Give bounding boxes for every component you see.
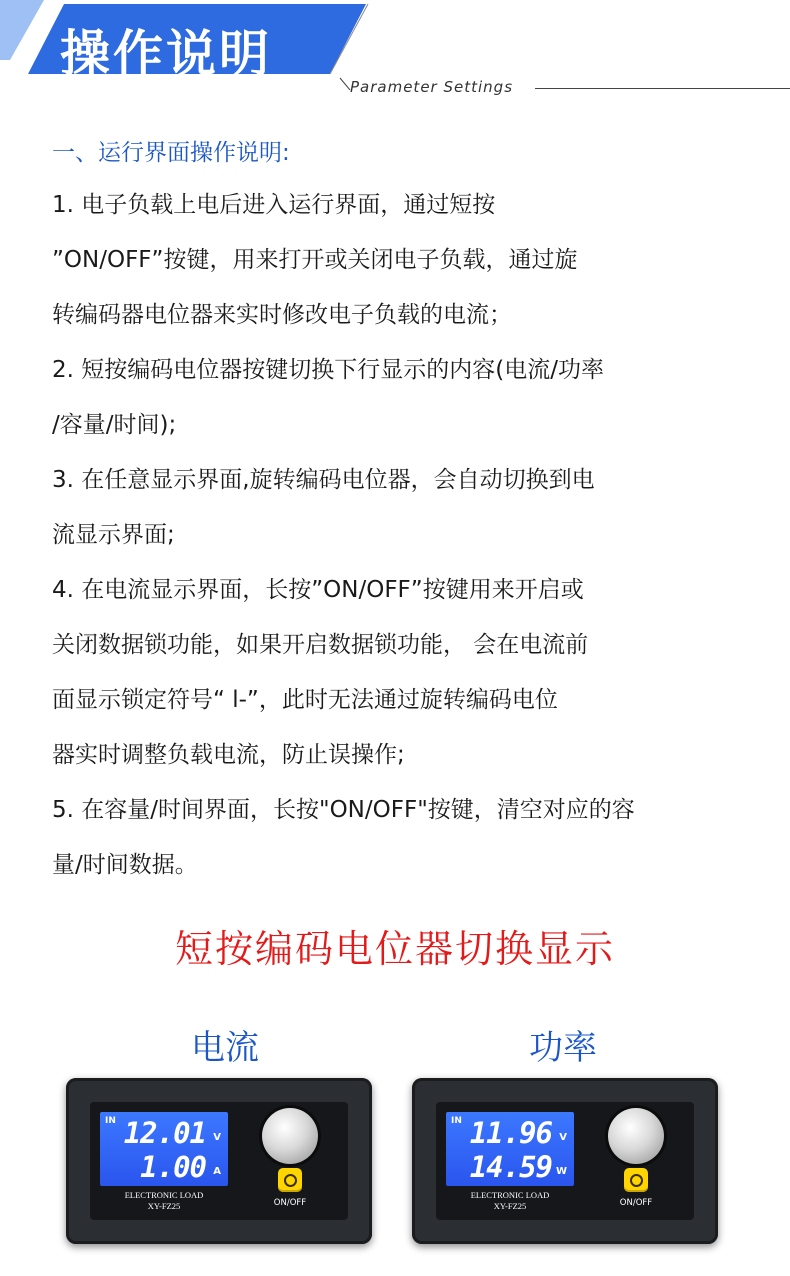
device-faceplate: [436, 1102, 694, 1220]
device-model-label: [446, 1190, 574, 1212]
lcd-voltage-unit: V: [213, 1132, 221, 1143]
lcd-display: [446, 1112, 574, 1186]
lcd-in-indicator: IN: [105, 1116, 116, 1126]
lcd-voltage-unit: V: [559, 1132, 567, 1143]
instruction-line: 器实时调整负载电流，防止误操作;: [52, 742, 405, 768]
device-model-label: [100, 1190, 228, 1212]
encoder-knob[interactable]: [262, 1108, 318, 1164]
instruction-line: 3. 在任意显示界面,旋转编码电位器，会自动切换到电: [52, 467, 595, 493]
instruction-line: 流显示界面;: [52, 522, 175, 548]
instruction-line: 量/时间数据。: [52, 852, 198, 878]
lcd-current-unit: A: [213, 1166, 221, 1177]
device-power: [412, 1078, 718, 1244]
lcd-power-unit: W: [555, 1166, 567, 1177]
instruction-line: 5. 在容量/时间界面，长按"ON/OFF"按键，清空对应的容: [52, 797, 635, 823]
instruction-line: 1. 电子负载上电后进入运行界面，通过短按: [52, 192, 496, 218]
lcd-voltage: 11.96: [469, 1116, 552, 1150]
instruction-line: /容量/时间);: [52, 412, 177, 438]
power-button-label: ON/OFF: [273, 1198, 307, 1208]
power-button[interactable]: [624, 1168, 648, 1192]
subtitle-divider: [535, 88, 790, 89]
device-model: XY-FZ25: [147, 1201, 181, 1211]
lcd-display: [100, 1112, 228, 1186]
switch-display-title: 短按编码电位器切换显示: [174, 927, 615, 971]
lcd-power: 14.59: [469, 1150, 552, 1184]
device-type: ELECTRONIC LOAD: [124, 1190, 204, 1200]
device-model: XY-FZ25: [493, 1201, 527, 1211]
power-button-label: ON/OFF: [619, 1198, 653, 1208]
instruction-line: 面显示锁定符号“ l-”，此时无法通过旋转编码电位: [52, 687, 558, 713]
current-mode-label: 电流: [191, 1028, 259, 1068]
instruction-line: ”ON/OFF”按键，用来打开或关闭电子负载，通过旋: [52, 247, 578, 273]
encoder-knob[interactable]: [608, 1108, 664, 1164]
power-button[interactable]: [278, 1168, 302, 1192]
instruction-line: 关闭数据锁功能，如果开启数据锁功能， 会在电流前: [52, 632, 589, 658]
lcd-current: 1.00: [140, 1150, 206, 1184]
section-title: 一、运行界面操作说明:: [52, 140, 290, 166]
instructions: [52, 128, 762, 893]
power-mode-label: 功率: [529, 1028, 597, 1068]
instruction-line: 2. 短按编码电位器按键切换下行显示的内容(电流/功率: [52, 357, 604, 383]
device-type: ELECTRONIC LOAD: [470, 1190, 550, 1200]
lcd-voltage: 12.01: [123, 1116, 206, 1150]
device-current: [66, 1078, 372, 1244]
device-faceplate: [90, 1102, 348, 1220]
page-title: 操作说明: [60, 25, 272, 83]
page-subtitle: Parameter Settings: [350, 78, 514, 96]
instruction-line: 转编码器电位器来实时修改电子负载的电流；: [52, 302, 512, 328]
lcd-in-indicator: IN: [451, 1116, 462, 1126]
instruction-line: 4. 在电流显示界面，长按”ON/OFF”按键用来开启或: [52, 577, 584, 603]
